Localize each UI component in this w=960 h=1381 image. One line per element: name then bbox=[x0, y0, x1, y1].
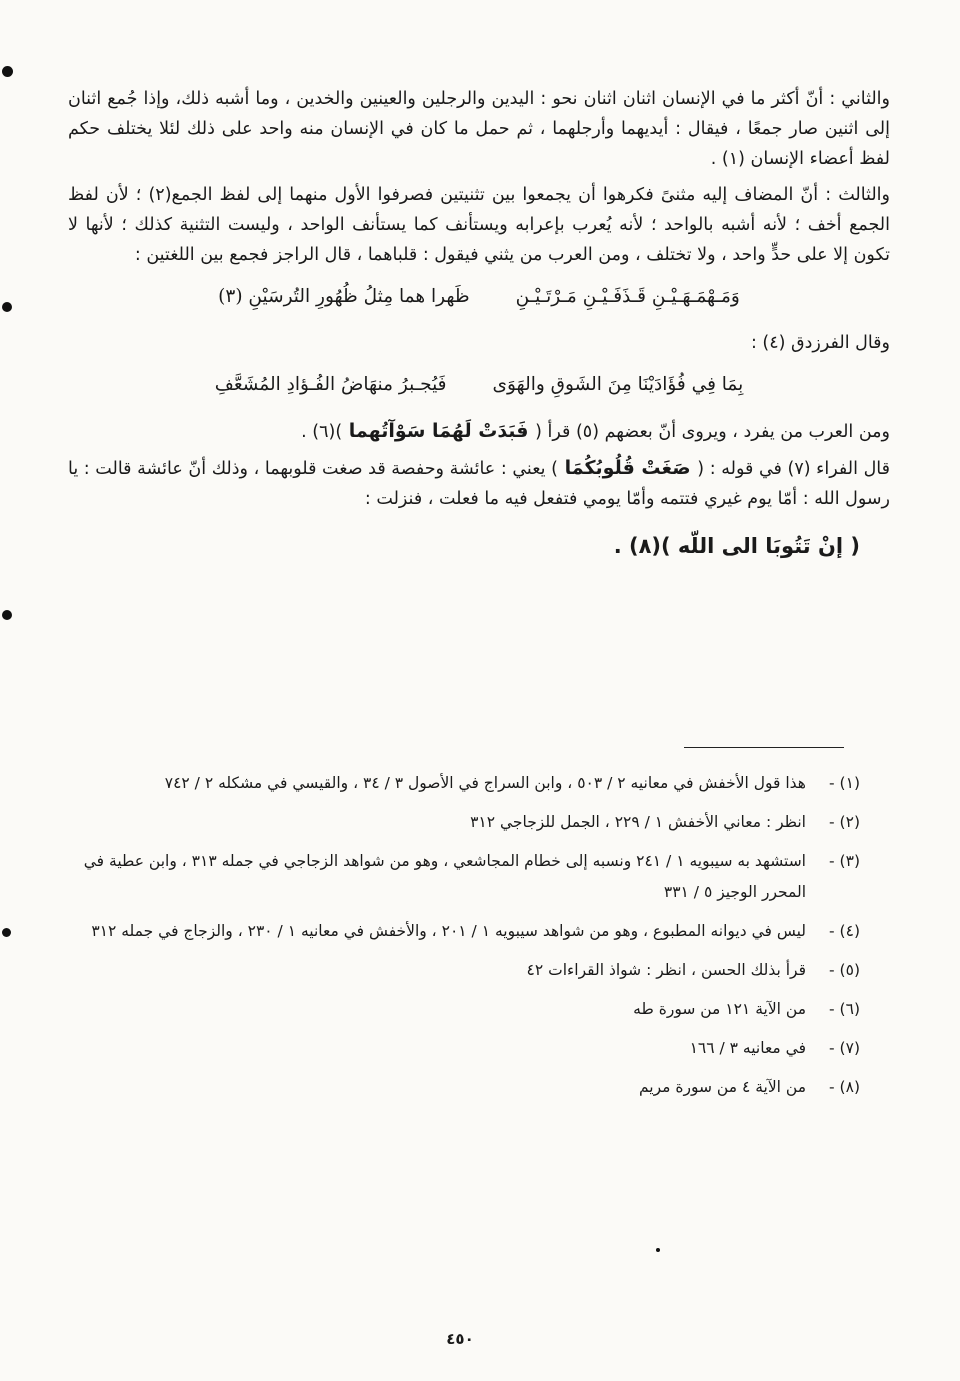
quran-quote: فَبَدَتْ لَهُمَا سَوْآتُهما bbox=[342, 420, 536, 442]
footnote-divider bbox=[684, 747, 844, 748]
footnote bbox=[78, 768, 860, 799]
footnote-number: (٣) - bbox=[829, 852, 860, 870]
footnote-number: (٨) - bbox=[829, 1078, 860, 1096]
verse-farazdaq bbox=[68, 368, 890, 402]
quran-verse-line: ( إنْ تَتُوبَا الى اللّه )(٨) . bbox=[613, 534, 860, 558]
verse-hemistich: وَمَـهْمَـهَـيْـنِ قَـذَفَـيْـنِ مَـرْتَـيْـنِ bbox=[515, 286, 740, 307]
footnote-number: (٢) - bbox=[829, 813, 860, 831]
verse-intro: وقال الفرزدق (٤) : bbox=[750, 333, 890, 353]
footnote-number: (٥) - bbox=[829, 961, 860, 979]
verse-rajaz bbox=[68, 280, 890, 314]
scan-speck bbox=[2, 302, 12, 312]
footnote-text: هذا قول الأخفش في معانيه ٢ / ٥٠٣ ، وابن السراج في الأصول ٣ / ٣٤ ، والقيسي في مشكله ٢ / ٧٤٢ bbox=[164, 774, 806, 792]
footnote bbox=[78, 846, 860, 908]
footnote-text: قرأ بذلك الحسن ، انظر : شواذ القراءات ٤٢ bbox=[526, 961, 806, 979]
paragraph-third-reason: والثالث : أنّ المضاف إليه مثنىً فكرهوا أن يجمعوا بين تثنيتين فصرفوا الأول منهما إلى لفظ الجمع(٢) ؛ لأن لفظ الجمع أخف ؛ لأنه أشبه بالواحد ؛ لأنه يُعرب بإعرابه ويستأنف كما يستأنف الواحد ، وليست التثنية كذلك ؛ لأنها لا تكون إلا على حدٍّ واحد ، ولا تختلف ، ومن العرب من يثني فيقول : قلباهما ، قال الراجز فجمع بين اللغتين : bbox=[68, 185, 890, 265]
main-text bbox=[68, 84, 890, 564]
footnote bbox=[78, 916, 860, 947]
footnote-number: (١) - bbox=[829, 774, 860, 792]
verse-hemistich: ظَهرا هما مِثلُ ظُهُورِ التُرسَيْنِ (٣) bbox=[218, 286, 470, 307]
paragraph-reading: ومن العرب من يفرد ، ويروى أنّ بعضهم (٥) قرأ ( فَبَدَتْ لَهُمَا سَوْآتُهما )(٦) . bbox=[301, 420, 890, 442]
footnotes bbox=[78, 768, 860, 1111]
footnote-number: (٤) - bbox=[829, 922, 860, 940]
verse-hemistich: بِمَا فِي فُؤَادَيْنَا مِنَ الشَوقِ والهَوَى bbox=[492, 374, 744, 395]
footnote-text: من الآية ١٢١ من سورة طه bbox=[633, 1000, 806, 1018]
footnote bbox=[78, 1072, 860, 1103]
scan-speck bbox=[2, 928, 11, 937]
footnote-text: انظر : معاني الأخفش ١ / ٢٢٩ ، الجمل للزجاجي ٣١٢ bbox=[470, 813, 806, 831]
paragraph-farra: قال الفراء (٧) في قوله : ( صَغَتْ قُلُوبُكُمَا ) يعني : عائشة وحفصة قد صغت قلوبهما ، وذلك أنّ عائشة قالت : يا رسول الله : أمّا يوم غيري فتتمه وأمّا يومي فتفعل فيه ما فعلت ، فنزلت : bbox=[68, 457, 890, 509]
paragraph-second-reason: والثاني : أنّ أكثر ما في الإنسان اثنان اثنان نحو : اليدين والرجلين والعينين والخدين ، وما أشبه ذلك، وإذا جُمع اثنان إلى اثنين صار جمعًا ، فيقال : أيديهما وأرجلهما ، ثم حمل ما كان في الإنسان منه واحد على ذلك لئلا يختلف حكم لفظ أعضاء الإنسان (١) . bbox=[68, 89, 890, 169]
footnote-text: من الآية ٤ من سورة مريم bbox=[638, 1078, 806, 1096]
footnote-number: (٧) - bbox=[829, 1039, 860, 1057]
footnote bbox=[78, 994, 860, 1025]
quran-quote: صَغَتْ قُلُوبُكُمَا bbox=[557, 457, 698, 479]
page-number: ٤٥٠ bbox=[446, 1330, 474, 1348]
footnote-text: استشهد به سيبويه ١ / ٢٤١ ونسبه إلى خطام المجاشعي ، وهو من شواهد الزجاجي في جمله ٣١٣ ، وابن عطية في المحرر الوجيز ٥ / ٣٣١ bbox=[83, 852, 806, 901]
scan-speck bbox=[656, 1248, 660, 1252]
footnote bbox=[78, 1033, 860, 1064]
footnote bbox=[78, 807, 860, 838]
footnote-number: (٦) - bbox=[829, 1000, 860, 1018]
footnote bbox=[78, 955, 860, 986]
footnote-text: ليس في ديوانه المطبوع ، وهو من شواهد سيبويه ١ / ٢٠١ ، والأخفش في معانيه ١ / ٢٣٠ ، والزجاج في جمله ٣١٢ bbox=[91, 922, 806, 940]
scan-speck bbox=[2, 66, 13, 77]
footnote-text: في معانيه ٣ / ١٦٦ bbox=[689, 1039, 806, 1057]
scan-speck bbox=[2, 610, 12, 620]
verse-hemistich: فَيُجـبرُ منهَاضُ الفُـؤادِ المُشَعَّفِ bbox=[214, 374, 447, 395]
